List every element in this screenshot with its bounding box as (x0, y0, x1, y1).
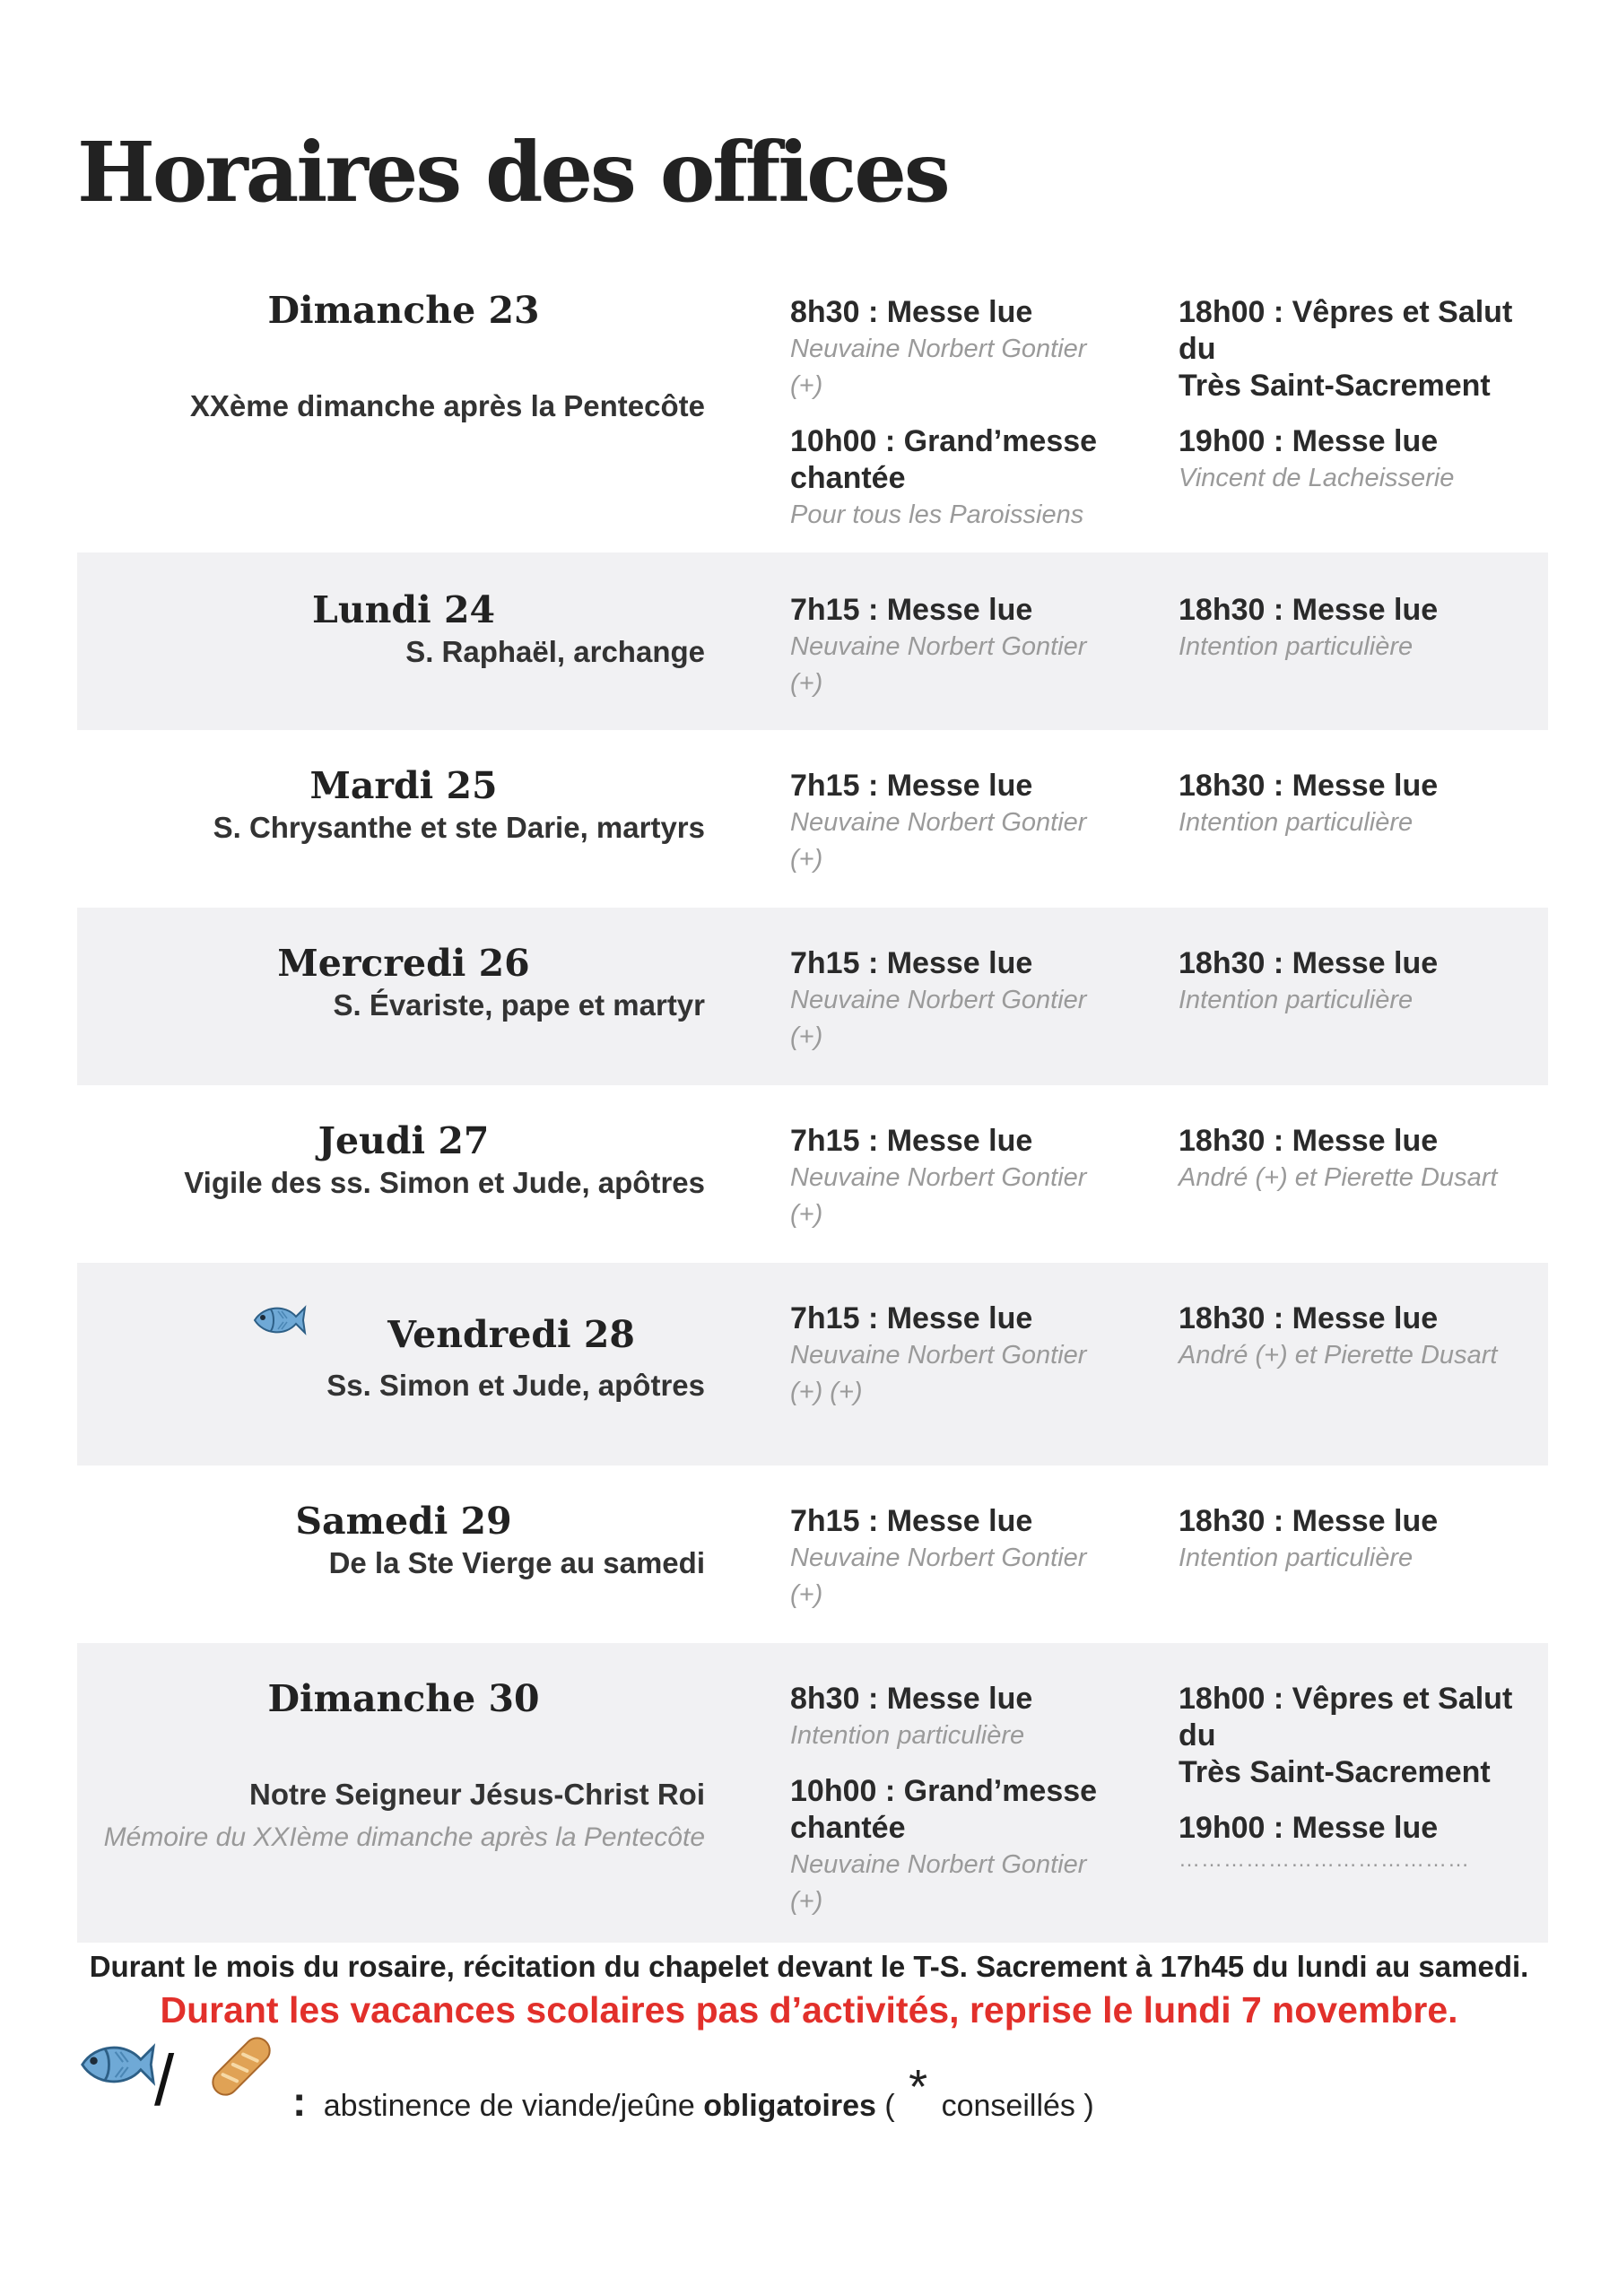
morning-services (790, 945, 1149, 1056)
morning-services (790, 592, 1149, 702)
legend-text (292, 2060, 1094, 2127)
day-row-dimanche-23 (77, 271, 1548, 552)
service-intention: (+) (790, 845, 823, 874)
service-intention: Neuvaine Norbert Gontier (790, 632, 1087, 661)
morning-services (790, 1123, 1149, 1233)
service-intention: Intention particulière (1179, 1544, 1414, 1572)
day-name: Jeudi 27 (318, 1119, 490, 1162)
asterisk-icon: * (909, 2060, 928, 2114)
service-time: chantée (790, 1811, 906, 1845)
service-intention: (+) (790, 1022, 823, 1051)
legend-text-mid: ( (875, 2089, 904, 2123)
service-time: 8h30 : Messe lue (790, 295, 1033, 329)
service-time: 19h00 : Messe lue (1179, 424, 1439, 458)
service-intention: (+) (790, 1580, 823, 1609)
holidays-note: Durant les vacances scolaires pas d’activités, reprise le lundi 7 novembre. (160, 1989, 1458, 2031)
evening-services (1179, 1123, 1555, 1196)
evening-services (1179, 1503, 1555, 1577)
morning-services (790, 1681, 1149, 1920)
day-name: Lundi 24 (311, 588, 496, 631)
day-row-dimanche-30 (77, 1643, 1548, 1943)
day-name: Mardi 25 (309, 764, 498, 807)
day-row-jeudi-27 (77, 1085, 1548, 1263)
service-time: 18h30 : Messe lue (1179, 1301, 1439, 1335)
service-time: 18h30 : Messe lue (1179, 1504, 1439, 1538)
feast-name: De la Ste Vierge au samedi (328, 1546, 705, 1579)
rosary-note: Durant le mois du rosaire, récitation du chapelet devant le T-S. Sacrement à 17h45 du lundi au samedi. (89, 1950, 1529, 1983)
service-intention: Neuvaine Norbert Gontier (790, 1341, 1087, 1370)
service-time: 7h15 : Messe lue (790, 769, 1033, 803)
service-time: 7h15 : Messe lue (790, 1124, 1033, 1158)
service-intention: Intention particulière (1179, 808, 1414, 837)
day-row-samedi-29 (77, 1465, 1548, 1643)
morning-services (790, 1300, 1149, 1411)
service-intention: (+) (790, 1887, 823, 1916)
feast-name: S. Chrysanthe et ste Darie, martyrs (213, 811, 705, 844)
service-intention: (+) (790, 1200, 823, 1229)
legend-separator: / (154, 2040, 175, 2120)
legend-obligatoires: obligatoires (703, 2089, 876, 2123)
evening-services (1179, 945, 1555, 1019)
service-time: Très Saint-Sacrement (1179, 1755, 1491, 1789)
service-time: chantée (790, 461, 906, 495)
day-name: Vendredi 28 (387, 1313, 635, 1356)
feast-name: S. Évariste, pape et martyr (333, 988, 705, 1022)
service-time: 19h00 : Messe lue (1179, 1811, 1439, 1845)
service-intention: Neuvaine Norbert Gontier (790, 1544, 1087, 1572)
service-intention: André (+) et Pierette Dusart (1179, 1163, 1498, 1192)
service-intention: Neuvaine Norbert Gontier (790, 808, 1087, 837)
service-time: Très Saint-Sacrement (1179, 369, 1491, 403)
legend-colon: : (292, 2078, 307, 2125)
day-name: Samedi 29 (295, 1500, 512, 1543)
service-intention: Neuvaine Norbert Gontier (790, 1850, 1087, 1879)
evening-services (1179, 1300, 1555, 1374)
service-intention: Intention particulière (1179, 632, 1414, 661)
legend-text-before: abstinence de viande/jeûne (315, 2089, 704, 2123)
service-intention: (+) (790, 371, 823, 400)
service-time: 18h30 : Messe lue (1179, 1124, 1439, 1158)
day-name: Dimanche 23 (267, 289, 540, 332)
service-intention: Vincent de Lacheisserie (1179, 464, 1455, 492)
evening-services (1179, 294, 1555, 497)
service-intention: (+) (790, 669, 823, 698)
service-time: 18h30 : Messe lue (1179, 593, 1439, 627)
service-intention: Neuvaine Norbert Gontier (790, 986, 1087, 1014)
day-row-vendredi-28 (77, 1263, 1548, 1465)
morning-services (790, 294, 1149, 534)
bread-icon (201, 2029, 282, 2109)
fish-icon (77, 2034, 156, 2100)
service-intention: Neuvaine Norbert Gontier (790, 335, 1087, 363)
feast-name: Notre Seigneur Jésus-Christ Roi (249, 1778, 705, 1811)
evening-services (1179, 1681, 1555, 1874)
day-row-mercredi-26 (77, 908, 1548, 1085)
evening-services (1179, 592, 1555, 665)
morning-services (790, 1503, 1149, 1613)
feast-name: Vigile des ss. Simon et Jude, apôtres (184, 1166, 705, 1199)
service-time: 8h30 : Messe lue (790, 1682, 1033, 1716)
service-intention: Neuvaine Norbert Gontier (790, 1163, 1087, 1192)
legend (77, 2029, 1153, 2127)
service-time: 7h15 : Messe lue (790, 593, 1033, 627)
memoire-note: Mémoire du XXIème dimanche après la Pentecôte (103, 1822, 705, 1852)
service-time: 18h00 : Vêpres et Salut du (1179, 295, 1513, 366)
page-title: Horaires des offices (77, 124, 948, 221)
intention-placeholder: ………………………………… (1179, 1848, 1470, 1872)
feast-name: S. Raphaël, archange (405, 635, 705, 668)
service-time: 18h00 : Vêpres et Salut du (1179, 1682, 1513, 1752)
morning-services (790, 768, 1149, 878)
service-time: 7h15 : Messe lue (790, 1504, 1033, 1538)
schedule-table (77, 271, 1548, 1943)
day-row-mardi-25 (77, 730, 1548, 908)
service-intention: Pour tous les Paroissiens (790, 500, 1084, 529)
service-intention: Intention particulière (790, 1721, 1025, 1750)
service-intention: André (+) et Pierette Dusart (1179, 1341, 1498, 1370)
service-intention: Intention particulière (1179, 986, 1414, 1014)
evening-services (1179, 768, 1555, 841)
feast-name: XXème dimanche après la Pentecôte (189, 389, 705, 422)
day-name: Dimanche 30 (267, 1677, 540, 1720)
service-intention: (+) (+) (790, 1378, 863, 1406)
service-time: 7h15 : Messe lue (790, 946, 1033, 980)
day-row-lundi-24 (77, 552, 1548, 730)
service-time: 18h30 : Messe lue (1179, 946, 1439, 980)
service-time: 18h30 : Messe lue (1179, 769, 1439, 803)
service-time: 10h00 : Grand’messe (790, 1774, 1098, 1808)
service-time: 10h00 : Grand’messe (790, 424, 1098, 458)
feast-name: Ss. Simon et Jude, apôtres (326, 1369, 705, 1402)
service-time: 7h15 : Messe lue (790, 1301, 1033, 1335)
legend-text-after: conseillés ) (933, 2089, 1094, 2123)
day-name: Mercredi 26 (277, 942, 530, 985)
